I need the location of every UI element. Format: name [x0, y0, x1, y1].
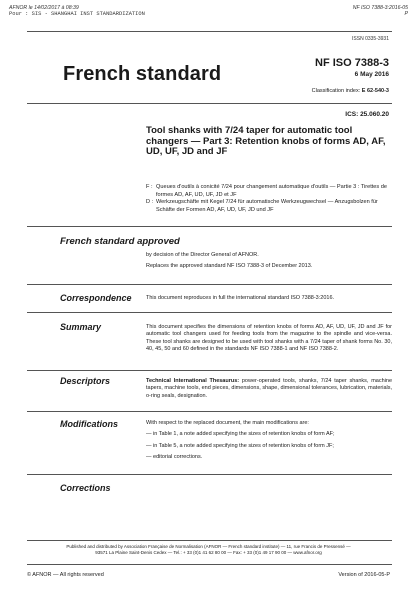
section-rule-5: [27, 411, 392, 412]
download-stamp: [9, 5, 145, 18]
download-date: AFNOR le 14/02/2017 à 08:39: [9, 5, 79, 11]
header-page-marker: P: [404, 11, 408, 18]
german-title-row: [146, 199, 396, 214]
version-label: Version of 2016-05-P: [338, 572, 390, 578]
section-rule-2: [27, 284, 392, 285]
approved-line-2: Replaces the approved standard NF ISO 7388-3 of December 2013.: [146, 263, 313, 270]
header-standard-ref: NF ISO 7388-3:2016-05: [352, 5, 408, 11]
licensee-line: Pour : SIS - SHANGHAI INST STANDARDIZATION: [9, 11, 145, 18]
approved-text: [146, 252, 392, 271]
top-rule: [27, 31, 392, 32]
document-type-title: French standard: [63, 63, 222, 85]
modification-item: — in Table 5, a note added specifying the sizes of retention knobs of form JF;: [146, 442, 334, 449]
classification-value: E 62-540-3: [361, 88, 389, 94]
standard-number: NF ISO 7388-3: [315, 57, 389, 69]
publication-date: 6 May 2016: [354, 71, 389, 78]
descriptors-text: [146, 378, 392, 400]
footer-bottom-rule: [27, 564, 392, 565]
approved-line-1: by decision of the Director General of AFNOR.: [146, 252, 259, 258]
section-rule-6: [27, 474, 392, 475]
section-rule-1: [27, 226, 392, 227]
header-reference: [353, 5, 408, 18]
french-title-row: [146, 184, 396, 199]
french-lang-tag: F :: [146, 184, 153, 190]
corrections-heading: Corrections: [60, 483, 111, 493]
document-title: Tool shanks with 7/24 taper for automatic tool changers — Part 3: Retention knobs of forms AD, AF, UD, UF, JD and JF: [146, 125, 386, 158]
descriptors-keywords: power-operated tools, shanks, 7/24 taper shanks, machine tapers, machine tools, end pieces, dimensions, shape, dimensional tolerances, lubrication, materials, o-ring seals, designation.: [146, 378, 392, 399]
footer-rule: [27, 540, 392, 541]
publisher-line-2: 93571 La Plaine Saint-Denis Cedex — Tel.: + 33 (0)1 41 62 80 00 — Fax: + 33 (0)1 49 17 90 00 — www.afnor.org: [95, 550, 322, 555]
correspondence-text: This document reproduces in full the international standard ISO 7388-3:2016.: [146, 295, 335, 301]
summary-heading: Summary: [60, 322, 102, 332]
publisher-info: [27, 544, 390, 556]
modification-item: — editorial corrections.: [146, 453, 203, 460]
copyright-notice: © AFNOR — All rights reserved: [27, 572, 104, 578]
ics-code: ICS: 25.060.20: [345, 111, 389, 118]
publisher-line-1: Published and distributed by Association Française de Normalisation (AFNOR — French standard institute) — 11, rue Francis de Pressensé —: [66, 544, 351, 549]
descriptors-heading: Descriptors: [60, 376, 111, 386]
german-lang-tag: D :: [146, 199, 154, 206]
modifications-intro: With respect to the replaced document, the main modifications are:: [146, 420, 309, 426]
french-title: Queues d'outils à conicité 7/24 pour changement automatique d'outils — Partie 3 : Tirettes de formes AD, AF, UD, UF, JD et JF: [156, 184, 387, 198]
classification-label: Classification index:: [311, 88, 362, 94]
section-rule-3: [27, 312, 392, 313]
german-title: Werkzeugschäfte mit Kegel 7/24 für automatische Werkzeugwechsel — Anzugsbolzen für Schäfte der Formen AD, AF, UD, UF, JD und JF: [156, 199, 378, 213]
correspondence-heading: Correspondence: [60, 293, 132, 303]
issn: ISSN 0335-3931: [352, 36, 389, 42]
thesaurus-label: Technical International Thesaurus:: [146, 378, 240, 384]
other-language-titles: [146, 184, 396, 214]
modifications-text: [146, 420, 392, 461]
section-rule-4: [27, 370, 392, 371]
ics-rule: [27, 103, 392, 104]
classification-index: [312, 88, 389, 94]
modifications-heading: Modifications: [60, 419, 118, 429]
approved-heading: French standard approved: [60, 236, 180, 247]
modification-item: — in Table 1, a note added specifying the sizes of retention knobs of form AF;: [146, 431, 335, 438]
summary-text: This document specifies the dimensions of retention knobs of forms AD, AF, UD, UF, JD and JF for automatic tool changers used for feeding tools from the magazine to the spindle and vice-versa. These tool shanks are designed to be used with tool shanks with a 7/24 taper of shank forms No. 30, 40, 45, 50 and 60 defined in the standards NF ISO 7388-1 and NF ISO 7388-2.: [146, 324, 392, 352]
